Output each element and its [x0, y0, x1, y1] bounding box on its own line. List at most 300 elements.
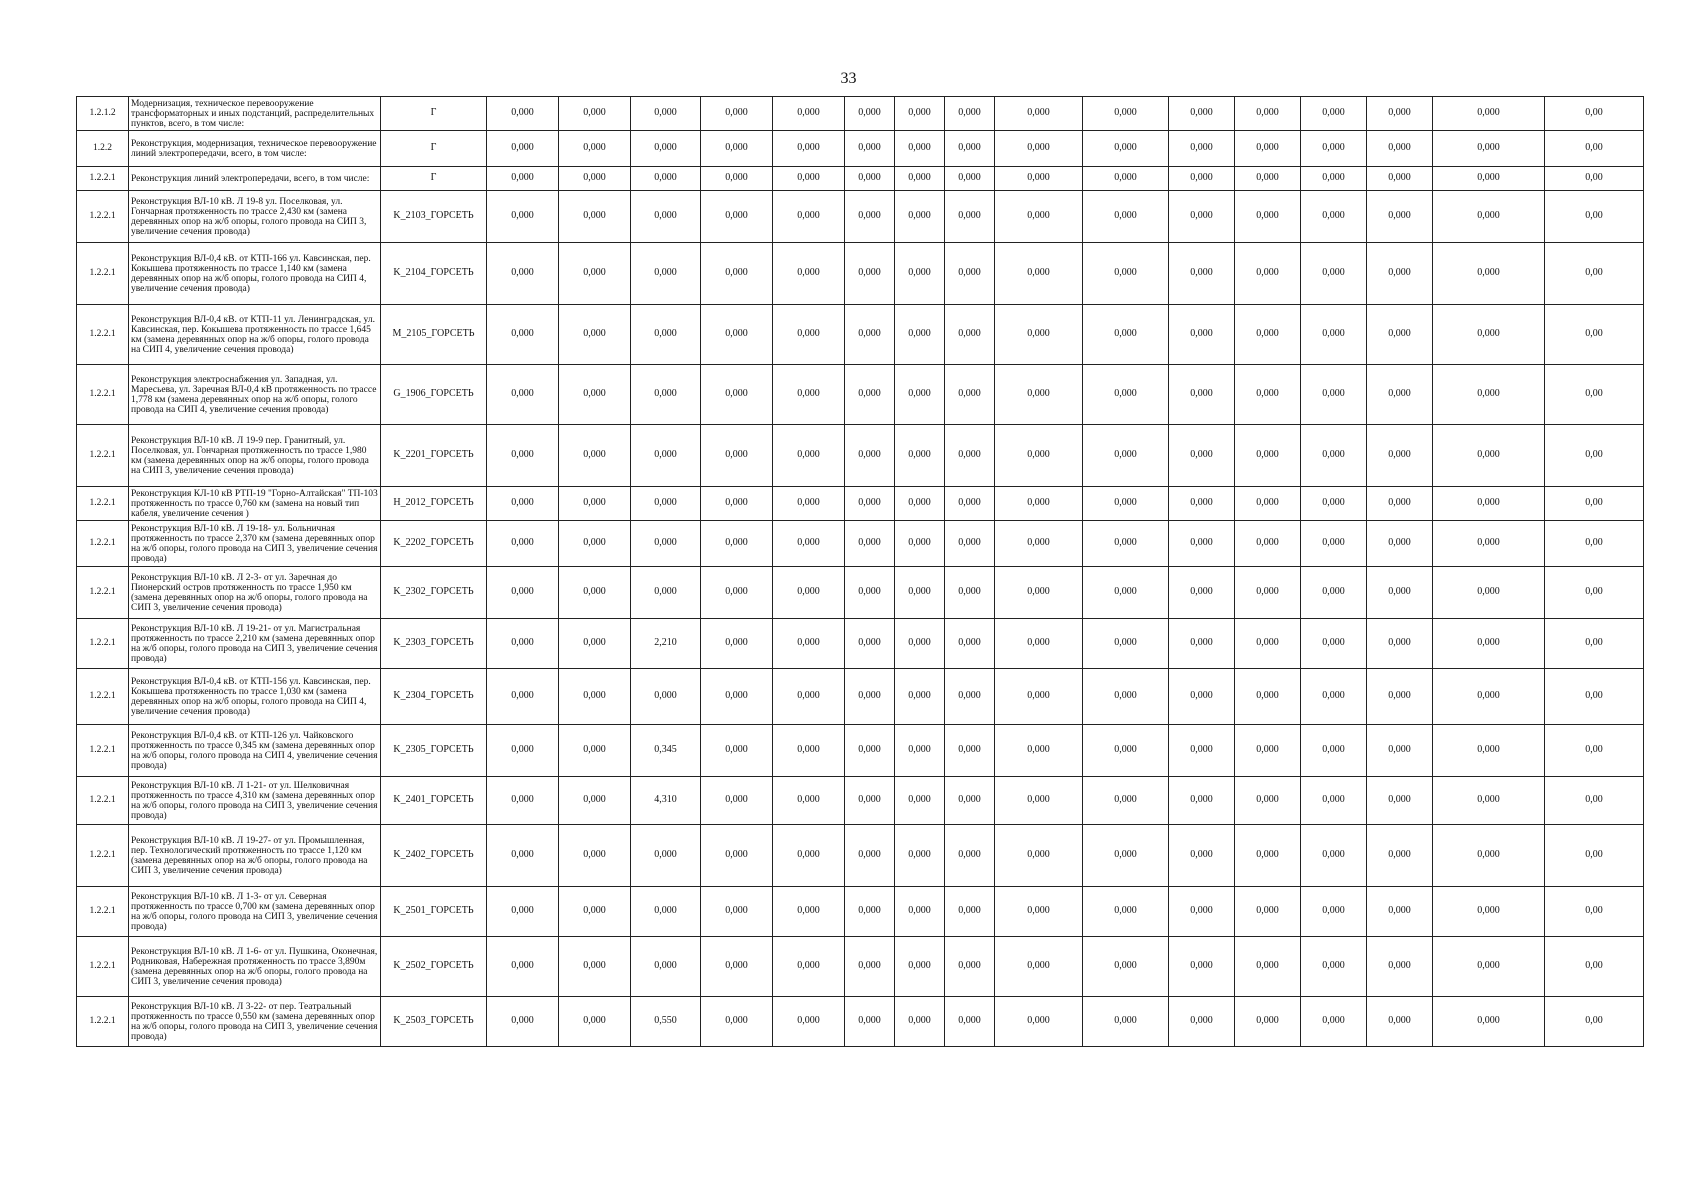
row-project-id-cell: M_2105_ГОРСЕТЬ [381, 305, 487, 365]
row-value-cell: 0,000 [1433, 937, 1545, 997]
row-value-cell: 0,000 [1169, 777, 1235, 825]
row-value-cell: 0,000 [845, 131, 895, 167]
row-value-cell: 0,000 [701, 487, 773, 521]
row-value-cell: 0,000 [895, 725, 945, 777]
row-description-cell: Реконструкция ВЛ-10 кВ. Л 3-22- от пер. Театральный протяженность по трассе 0,550 км (замена деревянных опор на ж/б опоры, голого провода на СИП 3, увеличение сечения провода) [129, 997, 381, 1047]
row-value-cell: 0,000 [773, 619, 845, 669]
row-value-cell: 0,000 [895, 97, 945, 131]
table-row [77, 825, 1644, 887]
row-project-id-cell: K_2304_ГОРСЕТЬ [381, 669, 487, 725]
row-value-cell: 0,000 [845, 243, 895, 305]
row-description-cell: Реконструкция ВЛ-10 кВ. Л 1-21- от ул. Шелковичная протяженность по трассе 4,310 км (замена деревянных опор на ж/б опоры, голого провода на СИП 3, увеличение сечения провода) [129, 777, 381, 825]
row-value-cell: 0,000 [631, 425, 701, 487]
row-value-cell: 0,00 [1545, 191, 1644, 243]
row-value-cell: 0,000 [487, 669, 559, 725]
row-code-cell: 1.2.2.1 [77, 887, 129, 937]
row-value-cell: 0,000 [701, 567, 773, 619]
row-project-id-cell: K_2303_ГОРСЕТЬ [381, 619, 487, 669]
row-code-cell: 1.2.2.1 [77, 619, 129, 669]
row-value-cell: 0,000 [701, 937, 773, 997]
row-project-id-cell: K_2202_ГОРСЕТЬ [381, 521, 487, 567]
row-value-cell: 0,000 [945, 131, 995, 167]
row-value-cell: 0,00 [1545, 937, 1644, 997]
row-value-cell: 0,000 [1367, 887, 1433, 937]
table-row [77, 131, 1644, 167]
row-value-cell: 0,000 [559, 191, 631, 243]
row-value-cell: 0,00 [1545, 243, 1644, 305]
row-value-cell: 0,000 [995, 97, 1083, 131]
row-value-cell: 0,000 [1367, 305, 1433, 365]
row-value-cell: 0,000 [1083, 365, 1169, 425]
row-value-cell: 0,000 [1433, 825, 1545, 887]
row-value-cell: 0,000 [559, 365, 631, 425]
row-value-cell: 0,000 [773, 425, 845, 487]
row-value-cell: 0,000 [945, 365, 995, 425]
row-value-cell: 0,000 [945, 97, 995, 131]
row-value-cell: 0,000 [945, 725, 995, 777]
row-value-cell: 0,000 [1367, 521, 1433, 567]
row-value-cell: 0,000 [487, 887, 559, 937]
row-value-cell: 0,345 [631, 725, 701, 777]
row-code-cell: 1.2.2.1 [77, 937, 129, 997]
row-value-cell: 0,000 [995, 365, 1083, 425]
row-value-cell: 0,000 [845, 887, 895, 937]
row-value-cell: 0,000 [631, 365, 701, 425]
row-value-cell: 0,000 [1301, 725, 1367, 777]
row-value-cell: 0,000 [895, 619, 945, 669]
row-description-cell: Модернизация, техническое перевооружение трансформаторных и иных подстанций, распределительных пунктов, всего, в том числе: [129, 97, 381, 131]
row-value-cell: 0,000 [701, 825, 773, 887]
row-value-cell: 0,000 [631, 937, 701, 997]
row-value-cell: 0,000 [487, 97, 559, 131]
row-value-cell: 0,000 [995, 305, 1083, 365]
row-value-cell: 0,000 [1433, 365, 1545, 425]
row-value-cell: 0,000 [845, 997, 895, 1047]
row-value-cell: 0,000 [559, 521, 631, 567]
row-value-cell: 0,000 [559, 97, 631, 131]
row-value-cell: 0,00 [1545, 97, 1644, 131]
row-value-cell: 0,000 [895, 669, 945, 725]
row-value-cell: 0,000 [945, 243, 995, 305]
table-row [77, 365, 1644, 425]
row-value-cell: 0,000 [1235, 487, 1301, 521]
row-project-id-cell: H_2012_ГОРСЕТЬ [381, 487, 487, 521]
row-project-id-cell: K_2401_ГОРСЕТЬ [381, 777, 487, 825]
row-value-cell: 0,000 [631, 97, 701, 131]
row-value-cell: 0,000 [487, 243, 559, 305]
row-value-cell: 0,000 [995, 425, 1083, 487]
row-code-cell: 1.2.2.1 [77, 521, 129, 567]
row-value-cell: 0,000 [1235, 567, 1301, 619]
row-description-cell: Реконструкция ВЛ-0,4 кВ. от КТП-166 ул. Кавсинская, пер. Кокышева протяженность по трассе 1,140 км (замена деревянных опор на ж/б опоры, голого провода на СИП 4, увеличение сечения провода) [129, 243, 381, 305]
row-value-cell: 0,000 [845, 619, 895, 669]
row-value-cell: 0,000 [559, 243, 631, 305]
row-value-cell: 0,000 [1169, 487, 1235, 521]
row-project-id-cell: K_2104_ГОРСЕТЬ [381, 243, 487, 305]
table-body [77, 97, 1644, 1047]
table-row [77, 567, 1644, 619]
row-value-cell: 0,000 [1301, 191, 1367, 243]
row-value-cell: 0,000 [995, 619, 1083, 669]
row-project-id-cell: K_2402_ГОРСЕТЬ [381, 825, 487, 887]
row-value-cell: 0,000 [895, 521, 945, 567]
row-value-cell: 0,000 [895, 243, 945, 305]
row-value-cell: 0,000 [773, 887, 845, 937]
row-value-cell: 0,000 [1083, 887, 1169, 937]
row-value-cell: 0,000 [945, 567, 995, 619]
row-project-id-cell: Г [381, 167, 487, 191]
row-code-cell: 1.2.2.1 [77, 725, 129, 777]
table-row [77, 487, 1644, 521]
row-value-cell: 0,000 [487, 937, 559, 997]
row-value-cell: 0,000 [1433, 97, 1545, 131]
row-value-cell: 0,000 [995, 887, 1083, 937]
row-value-cell: 0,000 [1235, 669, 1301, 725]
row-project-id-cell: K_2201_ГОРСЕТЬ [381, 425, 487, 487]
row-value-cell: 0,00 [1545, 619, 1644, 669]
row-value-cell: 0,000 [701, 305, 773, 365]
row-value-cell: 0,000 [1433, 305, 1545, 365]
row-value-cell: 0,000 [701, 997, 773, 1047]
row-value-cell: 0,000 [945, 937, 995, 997]
row-value-cell: 0,000 [559, 131, 631, 167]
row-code-cell: 1.2.2 [77, 131, 129, 167]
row-value-cell: 0,000 [1169, 191, 1235, 243]
row-value-cell: 0,000 [1169, 619, 1235, 669]
row-value-cell: 0,000 [845, 669, 895, 725]
row-value-cell: 0,000 [773, 725, 845, 777]
row-value-cell: 0,000 [895, 131, 945, 167]
row-value-cell: 0,000 [1367, 567, 1433, 619]
row-value-cell: 0,000 [487, 191, 559, 243]
row-value-cell: 0,000 [1169, 825, 1235, 887]
row-value-cell: 0,000 [1433, 997, 1545, 1047]
row-description-cell: Реконструкция ВЛ-10 кВ. Л 19-27- от ул. Промышленная, пер. Технологический протяженность по трассе 1,120 км (замена деревянных опор на ж/б опоры, голого провода на СИП 3, увеличение сечения провода) [129, 825, 381, 887]
row-value-cell: 0,000 [559, 725, 631, 777]
row-description-cell: Реконструкция ВЛ-10 кВ. Л 1-3- от ул. Северная протяженность по трассе 0,700 км (замена деревянных опор на ж/б опоры, голого провода на СИП 3, увеличение сечения провода) [129, 887, 381, 937]
row-project-id-cell: Г [381, 131, 487, 167]
row-value-cell: 0,000 [1235, 131, 1301, 167]
row-value-cell: 0,000 [701, 191, 773, 243]
row-value-cell: 0,000 [1301, 997, 1367, 1047]
row-value-cell: 4,310 [631, 777, 701, 825]
row-value-cell: 0,000 [1301, 487, 1367, 521]
row-value-cell: 0,000 [1433, 669, 1545, 725]
row-value-cell: 0,000 [1367, 425, 1433, 487]
row-value-cell: 0,000 [895, 365, 945, 425]
row-description-cell: Реконструкция электроснабжения ул. Западная, ул. Маресьева, ул. Заречная ВЛ-0,4 кВ протяженность по трассе 1,778 км (замена деревянных опор на ж/б опоры, голого провода на СИП 4, увеличение сечения провода) [129, 365, 381, 425]
row-value-cell: 0,000 [1367, 191, 1433, 243]
row-value-cell: 0,000 [895, 777, 945, 825]
row-value-cell: 0,000 [995, 937, 1083, 997]
row-description-cell: Реконструкция линий электропередачи, всего, в том числе: [129, 167, 381, 191]
row-value-cell: 0,00 [1545, 305, 1644, 365]
row-value-cell: 0,000 [895, 487, 945, 521]
row-value-cell: 0,000 [995, 567, 1083, 619]
table-row [77, 97, 1644, 131]
row-value-cell: 0,000 [895, 305, 945, 365]
row-code-cell: 1.2.2.1 [77, 243, 129, 305]
row-value-cell: 0,000 [895, 191, 945, 243]
row-description-cell: Реконструкция КЛ-10 кВ РТП-19 "Горно-Алтайская" ТП-103 протяженность по трассе 0,760 км (замена на новый тип кабеля, увеличение сечения ) [129, 487, 381, 521]
row-value-cell: 0,000 [1235, 887, 1301, 937]
row-value-cell: 0,000 [1367, 937, 1433, 997]
row-value-cell: 0,000 [1367, 131, 1433, 167]
row-value-cell: 0,000 [1433, 567, 1545, 619]
row-value-cell: 0,000 [895, 937, 945, 997]
row-value-cell: 0,000 [1301, 669, 1367, 725]
row-value-cell: 0,000 [1235, 305, 1301, 365]
row-value-cell: 0,000 [487, 777, 559, 825]
row-project-id-cell: K_2501_ГОРСЕТЬ [381, 887, 487, 937]
table-row [77, 191, 1644, 243]
row-value-cell: 0,000 [1301, 521, 1367, 567]
row-value-cell: 0,000 [1083, 191, 1169, 243]
row-value-cell: 0,000 [773, 777, 845, 825]
row-description-cell: Реконструкция ВЛ-10 кВ. Л 1-6- от ул. Пушкина, Оконечная, Родниковая, Набережная протяженность по трассе 3,890м (замена деревянных опор на ж/б опоры, голого провода на СИП 3, увеличение сечения провода) [129, 937, 381, 997]
row-value-cell: 0,000 [773, 521, 845, 567]
row-value-cell: 0,000 [487, 131, 559, 167]
row-value-cell: 0,000 [1301, 243, 1367, 305]
row-value-cell: 0,000 [845, 365, 895, 425]
row-value-cell: 0,000 [1169, 887, 1235, 937]
row-value-cell: 0,000 [559, 937, 631, 997]
row-value-cell: 0,000 [895, 997, 945, 1047]
row-value-cell: 0,000 [1367, 725, 1433, 777]
investment-table [76, 96, 1644, 1047]
row-value-cell: 0,000 [945, 825, 995, 887]
row-value-cell: 0,000 [701, 365, 773, 425]
row-value-cell: 0,000 [1367, 243, 1433, 305]
row-value-cell: 0,000 [995, 777, 1083, 825]
row-value-cell: 0,000 [995, 997, 1083, 1047]
row-value-cell: 0,000 [945, 305, 995, 365]
row-value-cell: 0,000 [1083, 567, 1169, 619]
row-code-cell: 1.2.2.1 [77, 669, 129, 725]
row-value-cell: 0,00 [1545, 887, 1644, 937]
row-project-id-cell: G_1906_ГОРСЕТЬ [381, 365, 487, 425]
row-value-cell: 0,000 [1083, 825, 1169, 887]
row-value-cell: 0,000 [845, 777, 895, 825]
row-description-cell: Реконструкция, модернизация, техническое перевооружение линий электропередачи, всего, в том числе: [129, 131, 381, 167]
row-value-cell: 0,000 [487, 725, 559, 777]
row-value-cell: 0,000 [1169, 725, 1235, 777]
row-value-cell: 0,000 [1367, 97, 1433, 131]
row-value-cell: 0,000 [995, 131, 1083, 167]
row-value-cell: 0,000 [773, 167, 845, 191]
table-row [77, 887, 1644, 937]
row-value-cell: 0,000 [845, 937, 895, 997]
row-value-cell: 0,000 [1169, 97, 1235, 131]
row-value-cell: 0,000 [1083, 425, 1169, 487]
row-code-cell: 1.2.2.1 [77, 567, 129, 619]
row-code-cell: 1.2.2.1 [77, 305, 129, 365]
row-value-cell: 0,000 [945, 997, 995, 1047]
row-value-cell: 0,000 [487, 365, 559, 425]
row-value-cell: 0,000 [845, 567, 895, 619]
row-value-cell: 0,000 [995, 825, 1083, 887]
row-value-cell: 0,000 [701, 669, 773, 725]
row-code-cell: 1.2.2.1 [77, 997, 129, 1047]
row-code-cell: 1.2.2.1 [77, 825, 129, 887]
row-value-cell: 0,000 [1169, 937, 1235, 997]
row-value-cell: 0,000 [487, 305, 559, 365]
row-value-cell: 0,000 [701, 167, 773, 191]
row-value-cell: 0,000 [995, 725, 1083, 777]
row-value-cell: 0,000 [631, 487, 701, 521]
row-value-cell: 0,000 [631, 305, 701, 365]
row-value-cell: 0,00 [1545, 777, 1644, 825]
row-value-cell: 0,000 [773, 305, 845, 365]
row-value-cell: 0,00 [1545, 997, 1644, 1047]
row-value-cell: 0,000 [995, 669, 1083, 725]
row-value-cell: 0,000 [701, 243, 773, 305]
row-value-cell: 0,000 [487, 567, 559, 619]
row-code-cell: 1.2.2.1 [77, 487, 129, 521]
table-row [77, 997, 1644, 1047]
row-value-cell: 0,000 [845, 425, 895, 487]
row-description-cell: Реконструкция ВЛ-0,4 кВ. от КТП-126 ул. Чайковского протяженность по трассе 0,345 км (замена деревянных опор на ж/б опоры, голого провода на СИП 4, увеличение сечения провода) [129, 725, 381, 777]
row-value-cell: 0,000 [773, 997, 845, 1047]
row-value-cell: 0,000 [1301, 825, 1367, 887]
row-code-cell: 1.2.2.1 [77, 777, 129, 825]
row-value-cell: 0,000 [1235, 997, 1301, 1047]
row-value-cell: 0,000 [945, 487, 995, 521]
row-value-cell: 0,00 [1545, 725, 1644, 777]
row-value-cell: 0,000 [1235, 725, 1301, 777]
row-value-cell: 0,000 [1083, 243, 1169, 305]
row-value-cell: 0,000 [773, 825, 845, 887]
row-project-id-cell: K_2503_ГОРСЕТЬ [381, 997, 487, 1047]
row-value-cell: 0,000 [773, 487, 845, 521]
row-value-cell: 0,000 [995, 167, 1083, 191]
row-value-cell: 0,000 [1367, 487, 1433, 521]
table-row [77, 305, 1644, 365]
row-description-cell: Реконструкция ВЛ-10 кВ. Л 19-9 пер. Гранитный, ул. Поселковая, ул. Гончарная протяженность по трассе 1,980 км (замена деревянных опор на ж/б опоры, голого провода на СИП 3, увеличение сечения провода) [129, 425, 381, 487]
row-project-id-cell: K_2502_ГОРСЕТЬ [381, 937, 487, 997]
row-value-cell: 0,000 [701, 725, 773, 777]
row-value-cell: 0,000 [1433, 425, 1545, 487]
row-value-cell: 0,000 [1433, 887, 1545, 937]
table-row [77, 243, 1644, 305]
row-value-cell: 0,000 [995, 243, 1083, 305]
row-value-cell: 0,00 [1545, 669, 1644, 725]
row-project-id-cell: K_2305_ГОРСЕТЬ [381, 725, 487, 777]
row-value-cell: 0,000 [1169, 521, 1235, 567]
row-project-id-cell: Г [381, 97, 487, 131]
row-value-cell: 0,000 [1169, 365, 1235, 425]
row-value-cell: 0,000 [631, 521, 701, 567]
row-value-cell: 0,000 [1367, 997, 1433, 1047]
row-value-cell: 0,000 [773, 567, 845, 619]
row-value-cell: 2,210 [631, 619, 701, 669]
row-value-cell: 0,000 [1083, 97, 1169, 131]
row-value-cell: 0,000 [1169, 131, 1235, 167]
row-value-cell: 0,000 [559, 167, 631, 191]
table-row [77, 425, 1644, 487]
row-value-cell: 0,000 [1083, 167, 1169, 191]
row-project-id-cell: K_2103_ГОРСЕТЬ [381, 191, 487, 243]
page-number: 33 [840, 70, 857, 87]
row-value-cell: 0,000 [1367, 365, 1433, 425]
row-value-cell: 0,000 [845, 97, 895, 131]
row-value-cell: 0,000 [895, 887, 945, 937]
row-value-cell: 0,000 [845, 725, 895, 777]
row-value-cell: 0,000 [1235, 619, 1301, 669]
row-value-cell: 0,000 [845, 825, 895, 887]
row-value-cell: 0,000 [1235, 243, 1301, 305]
table-row [77, 521, 1644, 567]
row-code-cell: 1.2.1.2 [77, 97, 129, 131]
row-value-cell: 0,000 [1301, 167, 1367, 191]
table-row [77, 725, 1644, 777]
row-value-cell: 0,000 [1083, 937, 1169, 997]
row-value-cell: 0,000 [487, 487, 559, 521]
row-value-cell: 0,000 [1235, 191, 1301, 243]
row-value-cell: 0,000 [1367, 777, 1433, 825]
row-value-cell: 0,000 [1169, 305, 1235, 365]
row-value-cell: 0,000 [1367, 825, 1433, 887]
row-value-cell: 0,000 [1433, 167, 1545, 191]
row-value-cell: 0,000 [895, 567, 945, 619]
row-value-cell: 0,000 [487, 521, 559, 567]
row-value-cell: 0,000 [1301, 567, 1367, 619]
row-value-cell: 0,000 [1301, 305, 1367, 365]
row-value-cell: 0,000 [559, 777, 631, 825]
row-value-cell: 0,000 [631, 131, 701, 167]
row-value-cell: 0,000 [895, 825, 945, 887]
row-value-cell: 0,000 [895, 167, 945, 191]
row-description-cell: Реконструкция ВЛ-10 кВ. Л 19-18- ул. Больничная протяженность по трассе 2,370 км (замена деревянных опор на ж/б опоры, голого провода на СИП 3, увеличение сечения провода) [129, 521, 381, 567]
row-value-cell: 0,000 [631, 191, 701, 243]
row-value-cell: 0,000 [1235, 521, 1301, 567]
row-value-cell: 0,000 [773, 365, 845, 425]
row-value-cell: 0,000 [773, 97, 845, 131]
row-value-cell: 0,000 [773, 131, 845, 167]
row-value-cell: 0,000 [1301, 619, 1367, 669]
row-value-cell: 0,000 [1433, 487, 1545, 521]
row-value-cell: 0,000 [701, 777, 773, 825]
row-value-cell: 0,000 [487, 997, 559, 1047]
row-value-cell: 0,00 [1545, 425, 1644, 487]
row-value-cell: 0,000 [559, 567, 631, 619]
row-project-id-cell: K_2302_ГОРСЕТЬ [381, 567, 487, 619]
row-value-cell: 0,000 [845, 521, 895, 567]
row-value-cell: 0,00 [1545, 487, 1644, 521]
row-value-cell: 0,000 [995, 191, 1083, 243]
row-value-cell: 0,000 [945, 887, 995, 937]
table-row [77, 777, 1644, 825]
row-value-cell: 0,000 [1301, 365, 1367, 425]
row-code-cell: 1.2.2.1 [77, 365, 129, 425]
row-value-cell: 0,000 [559, 305, 631, 365]
row-value-cell: 0,00 [1545, 365, 1644, 425]
row-value-cell: 0,000 [1433, 725, 1545, 777]
row-value-cell: 0,000 [995, 521, 1083, 567]
row-value-cell: 0,000 [1169, 567, 1235, 619]
row-value-cell: 0,000 [631, 825, 701, 887]
row-description-cell: Реконструкция ВЛ-0,4 кВ. от КТП-11 ул. Ленинградская, ул. Кавсинская, пер. Кокышева протяженность по трассе 1,645 км (замена деревянных опор на ж/б опоры, голого провода на СИП 4, увеличение сечения провода) [129, 305, 381, 365]
row-value-cell: 0,000 [487, 825, 559, 887]
row-value-cell: 0,000 [945, 425, 995, 487]
row-value-cell: 0,000 [1083, 131, 1169, 167]
row-value-cell: 0,000 [1083, 305, 1169, 365]
row-value-cell: 0,000 [1301, 131, 1367, 167]
row-value-cell: 0,000 [559, 887, 631, 937]
row-value-cell: 0,000 [773, 669, 845, 725]
row-value-cell: 0,000 [559, 997, 631, 1047]
row-value-cell: 0,000 [1169, 243, 1235, 305]
